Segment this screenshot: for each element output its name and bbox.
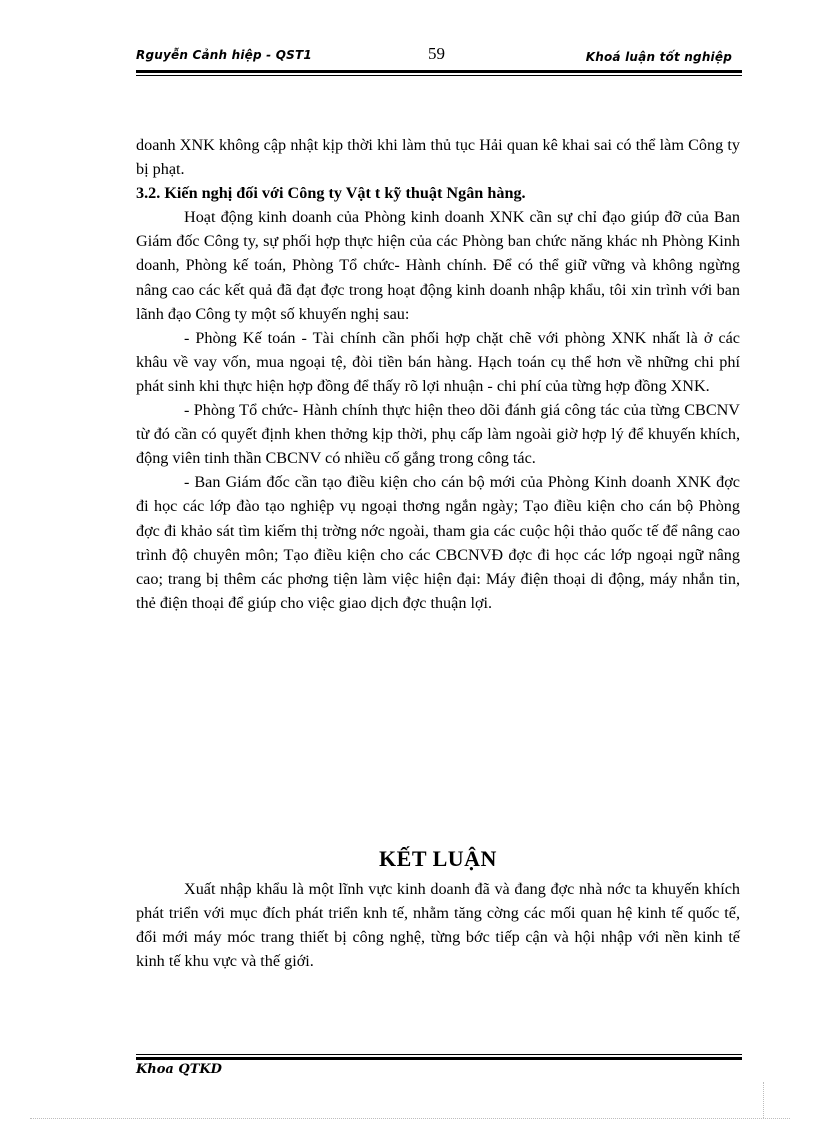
page-border-dotted-vertical bbox=[763, 1082, 764, 1118]
header-page-number: 59 bbox=[428, 44, 445, 63]
conclusion-title: KẾT LUẬN bbox=[379, 846, 497, 871]
header-rule-thin bbox=[136, 75, 742, 76]
body-paragraph-1: Hoạt động kinh doanh của Phòng kinh doanh XNK cần sự chỉ đạo giúp đỡ của Ban Giám đốc Công ty, sự phối hợp thực hiện của các Phòng ban chức năng khác nh Phòng Kinh doanh, Phòng kế toán, Phòng Tổ chức- Hành chính. Để có thể giữ vững và không ngừng nâng cao các kết quả đã đạt đợc trong hoạt động kinh doanh nhập khẩu, tôi xin trình với ban lãnh đạo Công ty một số khuyến nghị sau: bbox=[136, 208, 740, 323]
footer-rule-thick bbox=[136, 1057, 742, 1060]
body-paragraph-4: - Ban Giám đốc cần tạo điều kiện cho cán bộ mới của Phòng Kinh doanh XNK đợc đi học các lớp đào tạo nghiệp vụ ngoại thơng ngắn ngày; Tạo điều kiện cho cán bộ Phòng đợc đi khảo sát tìm kiếm thị trờng nớc ngoài, tham gia các cuộc hội thảo quốc tế để nâng cao trình độ chuyên môn; Tạo điều kiện cho các CBCNVĐ đợc đi học các lớp ngoại ngữ nâng cao; trang bị thêm các phơng tiện làm việc hiện đại: Máy điện thoại di động, máy nhắn tin, thẻ điện thoại để giúp cho việc giao dịch đợc thuận lợi. bbox=[136, 473, 740, 612]
intro-paragraph: doanh XNK không cập nhật kịp thời khi làm thủ tục Hải quan kê khai sai có thể làm Công ty bị phạt. bbox=[136, 136, 740, 179]
body-paragraph-2: - Phòng Kế toán - Tài chính cần phối hợp chặt chẽ với phòng XNK nhất là ở các khâu về vay vốn, mua ngoại tệ, đòi tiền bán hàng. Hạch toán cụ thể hơn về những chi phí phát sinh khi thực hiện hợp đồng để thấy rõ lợi nhuận - chi phí của từng hợp đồng XNK. bbox=[136, 328, 740, 395]
footer-department: Khoa QTKD bbox=[136, 1062, 222, 1077]
header-document-type: Khoá luận tốt nghiệp bbox=[585, 50, 732, 64]
header-author: Rguyễn Cảnh hiệp - QST1 bbox=[136, 48, 312, 62]
footer-rule-thin bbox=[136, 1054, 742, 1055]
body-paragraph-3: - Phòng Tổ chức- Hành chính thực hiện theo dõi đánh giá công tác của từng CBCNV từ đó cần có quyết định khen thởng kịp thời, phụ cấp làm ngoài giờ hợp lý để khuyến khích, động viên tinh thần CBCNV có nhiều cố gắng trong công tác. bbox=[136, 401, 740, 468]
page-border-dotted bbox=[30, 1118, 790, 1119]
conclusion-paragraph: Xuất nhập khẩu là một lĩnh vực kinh doanh đã và đang đợc nhà nớc ta khuyến khích phát triển với mục đích phát triển knh tế, nhằm tăng cờng các mối quan hệ kinh tế quốc tế, đổi mới máy móc trang thiết bị công nghệ, từng bớc tiếp cận và hội nhập với nền kinh tế kinh tế khu vực và thế giới. bbox=[136, 880, 740, 971]
header-rule-thick bbox=[136, 70, 742, 73]
conclusion-section bbox=[136, 877, 740, 973]
section-heading: 3.2. Kiến nghị đối với Công ty Vật t kỹ thuật Ngân hàng. bbox=[136, 184, 526, 203]
page-header bbox=[136, 46, 742, 70]
main-body bbox=[136, 133, 740, 615]
